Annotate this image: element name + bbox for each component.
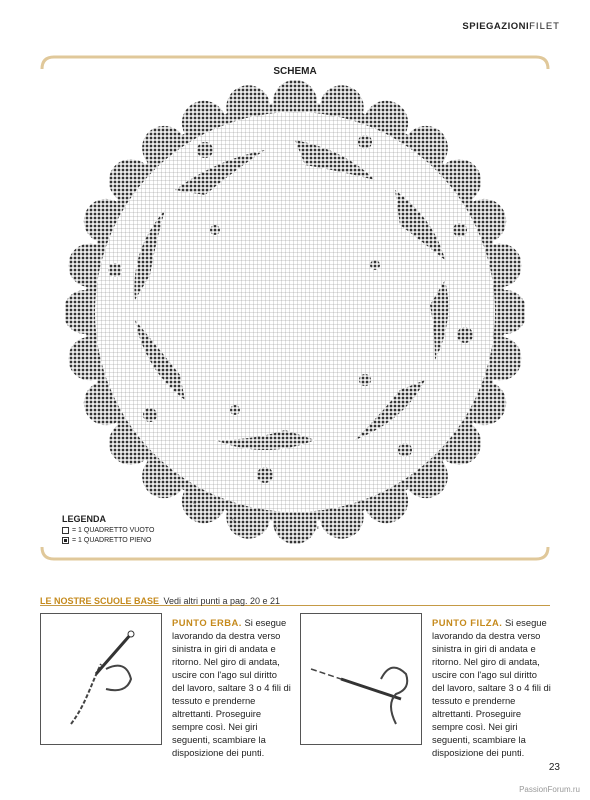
section-title: LE NOSTRE SCUOLE BASE	[40, 596, 160, 606]
section-subtitle: Vedi altri punti a pag. 20 e 21	[163, 596, 281, 606]
stitch-desc-filza: Si esegue lavorando da destra verso sinistra in giri di andata e ritorno. Nel giro di andata, uscire con l'ago sul diritto del lavoro, saltare 3 o 4 fili di tessuto e prenderne altrettanti. Proseguire sempre così. Nei giri seguenti, scambiare la disposizione dei punti.	[432, 617, 551, 758]
axis-letter: H	[432, 475, 436, 481]
full-square-icon	[62, 537, 69, 544]
watermark: PassionForum.ru	[519, 785, 580, 794]
page-number: 23	[548, 762, 560, 773]
filet-chart	[65, 80, 525, 550]
schema-title: SCHEMA	[273, 66, 317, 77]
axis-letter: A	[157, 475, 161, 481]
axis-letter: G	[397, 499, 401, 505]
legend-row-full	[62, 537, 154, 544]
needle-erba-icon	[41, 614, 161, 744]
stitch-name-filza: PUNTO FILZA.	[432, 617, 503, 628]
stitch-text-erba	[172, 616, 292, 759]
legend-row-empty	[62, 527, 154, 534]
stitch-illustration-erba	[40, 613, 162, 745]
axis-letter: C	[232, 516, 236, 522]
header-topic: FILET	[529, 21, 560, 32]
stitch-illustration-filza	[300, 613, 422, 745]
header-prefix: SPIEGAZIONI	[462, 21, 530, 32]
needle-filza-icon	[301, 614, 421, 744]
axis-letter: D	[274, 524, 277, 530]
axis-letter: E	[316, 524, 320, 530]
page-header	[462, 21, 560, 32]
empty-square-icon	[62, 527, 69, 534]
legend	[62, 514, 154, 547]
legend-title: LEGENDA	[62, 514, 107, 524]
stitch-desc-erba: Si esegue lavorando da destra verso sinistra in giri di andata e ritorno. Nel giro di andata, uscire con l'ago sul diritto del lavoro, saltare 3 o 4 fili di tessuto e prenderne altrettanti. Proseguire sempre così. Nei giri seguenti, scambiare la disposizione dei punti.	[172, 617, 291, 758]
stitch-name-erba: PUNTO ERBA.	[172, 617, 242, 628]
legend-full-label: = 1 QUADRETTO PIENO	[72, 537, 152, 544]
section-bar	[40, 591, 550, 606]
axis-letter: B	[193, 500, 196, 506]
legend-empty-label: = 1 QUADRETTO VUOTO	[72, 527, 155, 534]
axis-letter: F	[358, 516, 361, 522]
stitch-text-filza	[432, 616, 552, 759]
